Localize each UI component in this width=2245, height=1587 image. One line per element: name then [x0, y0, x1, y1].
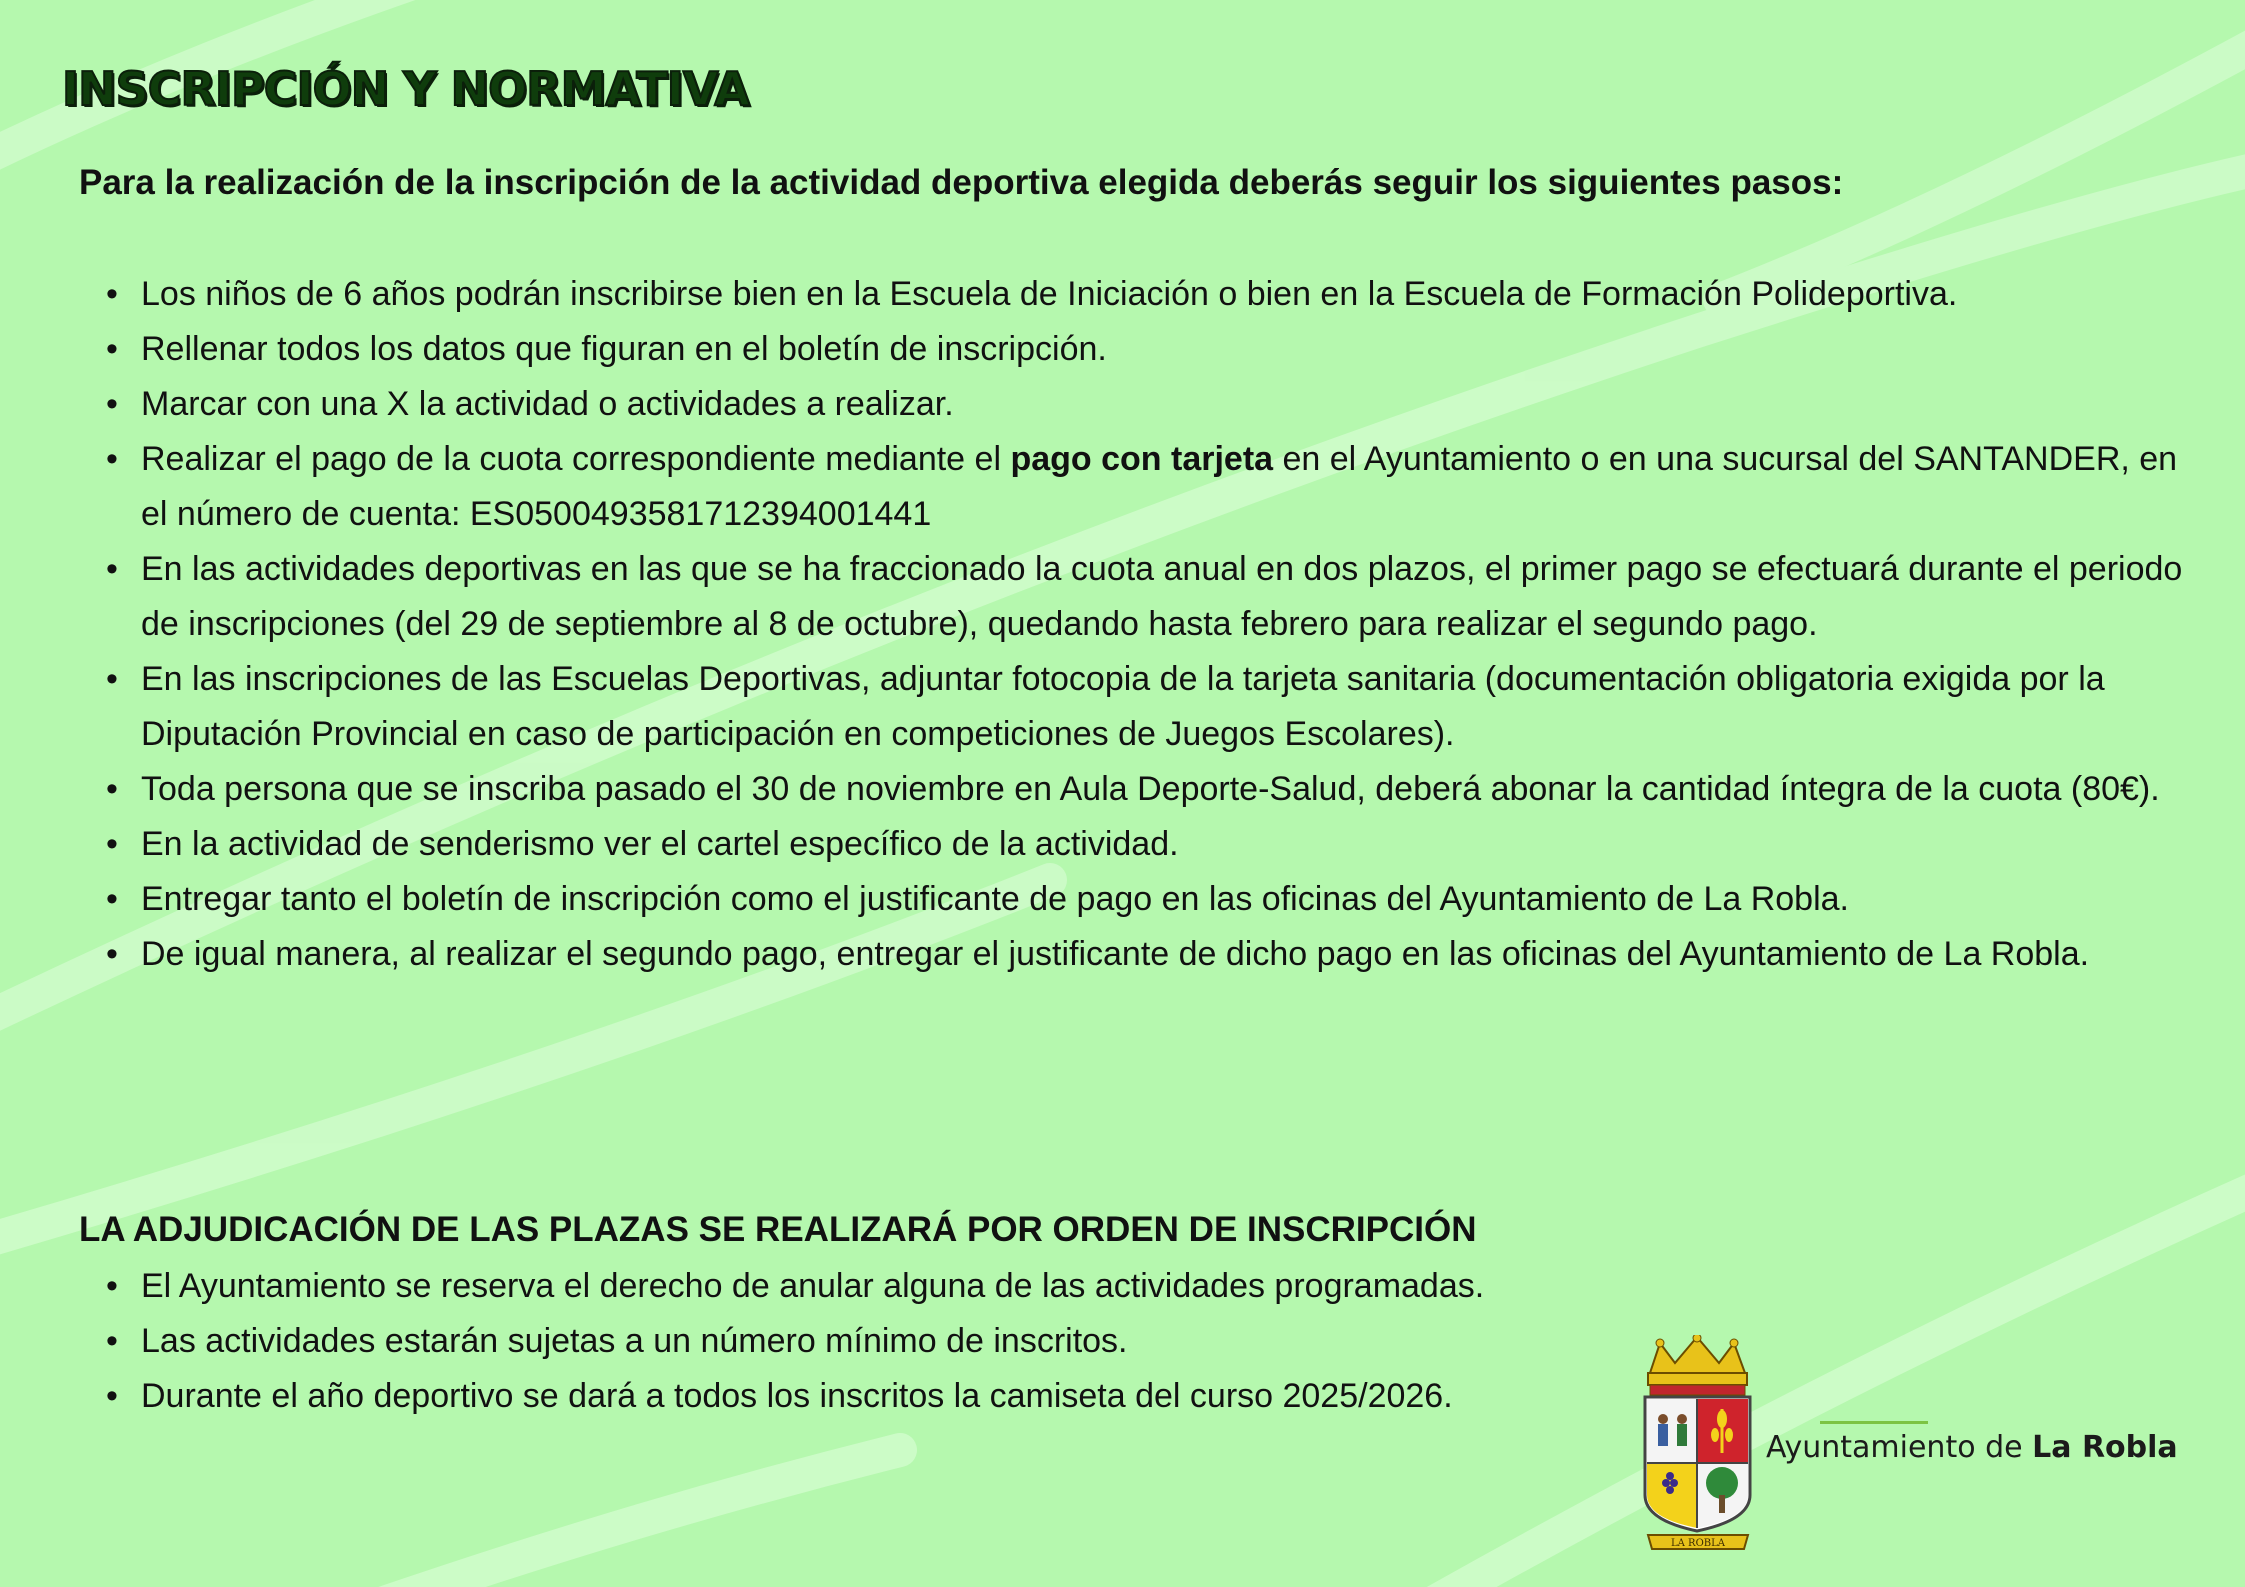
payment-text-after: en el Ayuntamiento o en una sucursal del SANTANDER, en el número de cuenta: ES0500493581712394001441 — [141, 440, 2178, 533]
ayuntamiento-logo — [1630, 1335, 2190, 1555]
steps-list — [79, 267, 2189, 982]
crest-banner-text: LA ROBLA — [1671, 1538, 1725, 1549]
page-title: INSCRIPCIÓN Y NORMATIVA — [62, 62, 749, 116]
logo-text-regular: Ayuntamiento de — [1766, 1430, 2033, 1465]
logo-accent-line — [1820, 1421, 1928, 1424]
list-item: • Los niños de 6 años podrán inscribirse bien en la Escuela de Iniciación o bien en la Escuela de Formación Polideportiva. — [79, 267, 2189, 322]
allocation-heading: LA ADJUDICACIÓN DE LAS PLAZAS SE REALIZARÁ POR ORDEN DE INSCRIPCIÓN — [79, 1210, 1477, 1249]
list-item: • Entregar tanto el boletín de inscripción como el justificante de pago en las oficinas del Ayuntamiento de La Robla. — [79, 872, 2189, 927]
list-item: • De igual manera, al realizar el segundo pago, entregar el justificante de dicho pago en las oficinas del Ayuntamiento de La Robla. — [79, 927, 2189, 982]
list-item: • Marcar con una X la actividad o actividades a realizar. — [79, 377, 2189, 432]
payment-method-bold: pago con tarjeta — [1010, 440, 1274, 478]
intro-text: Para la realización de la inscripción de la actividad deportiva elegida deberás seguir los siguientes pasos: — [79, 163, 1844, 202]
list-item-payment — [79, 432, 2189, 542]
logo-text-bold: La Robla — [2032, 1430, 2178, 1465]
list-item: • Las actividades estarán sujetas a un número mínimo de inscritos. — [79, 1314, 1579, 1369]
list-item: • En las inscripciones de las Escuelas Deportivas, adjuntar fotocopia de la tarjeta sanitaria (documentación obligatoria exigida por la Diputación Provincial en caso de participación en competiciones de Juegos Escolares). — [79, 652, 2189, 762]
rules-list — [79, 1259, 1579, 1424]
payment-text-before: Realizar el pago de la cuota correspondiente mediante el — [141, 440, 1011, 478]
list-item: • Rellenar todos los datos que figuran en el boletín de inscripción. — [79, 322, 2189, 377]
list-item: • El Ayuntamiento se reserva el derecho de anular alguna de las actividades programadas. — [79, 1259, 1579, 1314]
list-item: • Durante el año deportivo se dará a todos los inscritos la camiseta del curso 2025/2026. — [79, 1369, 1579, 1424]
list-item: • En la actividad de senderismo ver el cartel específico de la actividad. — [79, 817, 2189, 872]
logo-text — [1766, 1430, 2178, 1465]
coat-of-arms-icon — [1630, 1335, 1765, 1555]
list-item: • Toda persona que se inscriba pasado el 30 de noviembre en Aula Deporte-Salud, deberá abonar la cantidad íntegra de la cuota (80€). — [79, 762, 2189, 817]
list-item: • En las actividades deportivas en las que se ha fraccionado la cuota anual en dos plazos, el primer pago se efectuará durante el periodo de inscripciones (del 29 de septiembre al 8 de octubre), quedando hasta febrero para realizar el segundo pago. — [79, 542, 2189, 652]
